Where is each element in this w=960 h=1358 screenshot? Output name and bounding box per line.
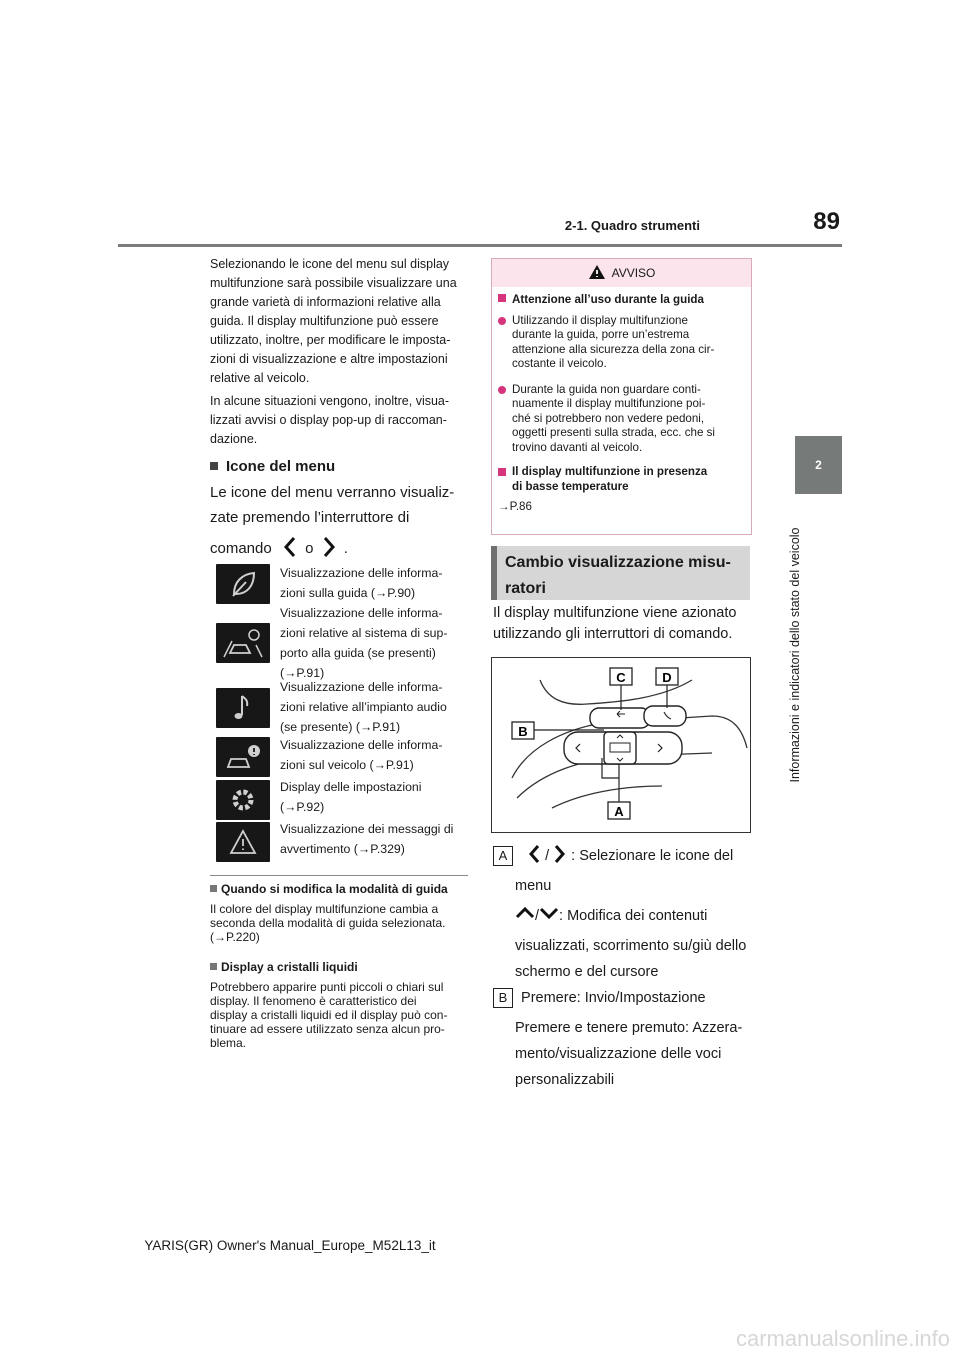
- text-fragment: : Modifica dei contenuti: [559, 908, 708, 924]
- text-line: (→P.92): [280, 800, 325, 814]
- callout-c: C: [616, 670, 626, 685]
- text-line: (→P.91): [280, 666, 325, 680]
- text-line: Utilizzando il display multifunzione: [512, 313, 688, 327]
- music-note-icon: [216, 688, 270, 728]
- text-line: (→P.220): [210, 930, 260, 944]
- text-line: lizzati avvisi o display pop-up di raccoman-: [210, 413, 447, 427]
- text-line: zioni sulla guida (→P.90): [280, 586, 416, 600]
- chevron-left-icon: [527, 844, 541, 864]
- chapter-side-title: [782, 520, 808, 790]
- text-line: zioni di visualizzazione e altre impostazioni: [210, 352, 448, 366]
- text-line: Visualizzazione delle informa-: [280, 606, 443, 620]
- text-line: display a cristalli liquidi ed il display può con-: [210, 1008, 448, 1022]
- text-line: Il display multifunzione in presenza: [512, 465, 708, 478]
- callout-d: D: [662, 670, 672, 685]
- chapter-side-title-text: Informazioni e indicatori dello stato del veicolo: [788, 527, 802, 783]
- text-line: Selezionando le icone del menu sul display: [210, 257, 450, 271]
- note-title-text: Quando si modifica la modalità di guida: [221, 882, 448, 896]
- chevron-left-icon: [282, 536, 298, 558]
- note-title: [210, 882, 470, 896]
- note-driving-mode: [210, 882, 470, 944]
- warning-bullet: [498, 314, 743, 372]
- section-title-line: Cambio visualizzazione misu-: [505, 554, 731, 571]
- chevron-right-icon: [321, 536, 337, 558]
- text-line: Display delle impostazioni: [280, 780, 422, 794]
- callout-b: B: [518, 724, 528, 739]
- text-line: Visualizzazione delle informa-: [280, 738, 443, 752]
- text-line: zioni relative al sistema di sup-: [280, 626, 448, 640]
- vehicle-info-icon: [216, 737, 270, 777]
- text-line: oggetti presenti sulla strada, ecc. che si: [512, 426, 715, 439]
- gear-icon: [216, 780, 270, 820]
- text-line: Durante la guida non guardare conti-: [512, 382, 701, 396]
- driving-assist-icon: [216, 623, 270, 663]
- intro-paragraph: [210, 255, 470, 449]
- steering-switch-figure: [491, 657, 751, 833]
- text-line: multifunzione sarà possibile visualizzare una: [210, 276, 457, 290]
- square-bullet-icon: [210, 963, 217, 970]
- text-line: visualizzati, scorrimento su/giù dello: [515, 938, 747, 954]
- item-a: [493, 843, 758, 985]
- section-title-line: ratori: [505, 580, 546, 597]
- text-line: personalizzabili: [515, 1072, 615, 1088]
- square-bullet-icon: [210, 462, 218, 470]
- divider: [210, 875, 468, 876]
- menu-description: [210, 480, 480, 561]
- icon-description: [280, 677, 465, 737]
- text-fragment: Premere: Invio/Impostazione: [521, 990, 706, 1006]
- text-line: blema.: [210, 1036, 247, 1050]
- text-fragment: : Selezionare le icone del: [571, 848, 734, 864]
- text-fragment: /: [545, 848, 550, 864]
- text-line: porto alla guida (se presenti): [280, 646, 436, 660]
- text-fragment: comando: [210, 540, 272, 557]
- note-lcd: [210, 960, 470, 1050]
- text-line: zioni sul veicolo (→P.91): [280, 758, 414, 772]
- warning-box: [491, 258, 752, 535]
- text-line: [210, 536, 480, 561]
- text-line: display. Il fenomeno è caratteristico dei: [210, 994, 417, 1008]
- text-line: schermo e del cursore: [515, 964, 659, 980]
- warning-triangle-icon: [216, 822, 270, 862]
- chapter-tab: 2: [795, 436, 842, 494]
- section-title-box: [491, 546, 750, 600]
- watermark: carmanualsonline.info: [735, 1326, 950, 1351]
- text-line: menu: [515, 878, 552, 894]
- square-bullet-icon: [498, 294, 506, 302]
- text-line: mento/visualizzazione delle voci: [515, 1046, 722, 1062]
- item-a-line: [493, 843, 758, 869]
- warning-title: AVVISO: [611, 266, 656, 280]
- text-line: durante la guida, porre un’estrema: [512, 328, 690, 341]
- text-line: Visualizzazione delle informa-: [280, 566, 443, 580]
- text-line: grande varietà di informazioni relative alla: [210, 295, 441, 309]
- text-line: Visualizzazione delle informa-: [280, 680, 443, 694]
- callout-a: A: [614, 804, 624, 819]
- label-b-box: B: [493, 988, 513, 1008]
- text-line: Visualizzazione dei messaggi di: [280, 822, 454, 836]
- text-line: seconda della modalità di guida selezionata.: [210, 916, 446, 930]
- footer-text: YARIS(GR) Owner's Manual_Europe_M52L13_it: [144, 1238, 436, 1253]
- square-bullet-icon: [210, 885, 217, 892]
- text-line: utilizzando gli interruttori di comando.: [493, 626, 733, 642]
- text-line: nuamente il display multifunzione poi-: [512, 397, 706, 410]
- text-line: guida. Il display multifunzione può essere: [210, 314, 439, 328]
- text-line: In alcune situazioni vengono, inoltre, visua-: [210, 394, 450, 408]
- note-title-text: Display a cristalli liquidi: [221, 960, 358, 974]
- text-line: di basse temperature: [512, 479, 629, 493]
- warning-subheading: [498, 465, 743, 494]
- bullet-icon: [498, 317, 506, 325]
- text-line: ché si potrebbero non vedere pedoni,: [512, 411, 705, 425]
- chevron-up-icon: [515, 906, 535, 920]
- icon-description: [280, 563, 465, 603]
- text-line: relative al veicolo.: [210, 371, 310, 385]
- text-line: Premere e tenere premuto: Azzera-: [515, 1020, 743, 1036]
- warning-subheading-text: Attenzione all’uso durante la guida: [512, 293, 704, 306]
- text-line: Il display multifunzione viene azionato: [493, 605, 737, 621]
- square-bullet-icon: [498, 468, 506, 476]
- icon-description: [280, 603, 465, 683]
- icon-description: [280, 819, 465, 859]
- menu-heading: [210, 454, 335, 479]
- text-line: attenzione alla sicurezza della zona cir-: [512, 342, 715, 356]
- text-line: dazione.: [210, 432, 258, 446]
- text-fragment: .: [343, 540, 348, 557]
- note-title: [210, 960, 470, 974]
- section-description: [493, 603, 758, 645]
- chevron-down-icon: [539, 906, 559, 920]
- text-line: zate premendo l’interruttore di: [210, 509, 410, 526]
- chevron-right-icon: [553, 844, 567, 864]
- label-a-box: A: [493, 846, 513, 866]
- icon-description: [280, 735, 465, 775]
- warning-subheading: [498, 293, 743, 308]
- text-line: avvertimento (→P.329): [280, 842, 405, 856]
- text-line: utilizzato, inoltre, per modificare le imposta-: [210, 333, 451, 347]
- text-line: (se presente) (→P.91): [280, 720, 401, 734]
- text-fragment: /: [535, 908, 540, 924]
- text-line: trovino davanti al veicolo.: [512, 440, 643, 454]
- section-header: 2-1. Quadro strumenti: [564, 218, 700, 233]
- item-b-line: [493, 985, 758, 1011]
- item-b: [493, 985, 758, 1093]
- text-line: Potrebbero apparire punti piccoli o chiari sul: [210, 980, 444, 994]
- text-line: costante il veicolo.: [512, 357, 607, 370]
- page-number: 89: [813, 208, 840, 235]
- leaf-icon: [216, 564, 270, 604]
- menu-heading-text: Icone del menu: [226, 458, 336, 475]
- header-rule: [118, 244, 842, 247]
- item-a-sub-line: [515, 903, 758, 929]
- warning-bullet: [498, 383, 743, 456]
- warning-reference: →P.86: [498, 500, 532, 513]
- text-line: tinuare ad essere utilizzato senza alcun pro-: [210, 1022, 445, 1036]
- steering-switch-illustration: [492, 658, 750, 832]
- bullet-icon: [498, 386, 506, 394]
- text-fragment: o: [305, 540, 314, 557]
- icon-description: [280, 777, 465, 817]
- warning-header: [492, 259, 751, 287]
- text-line: Le icone del menu verranno visualiz-: [210, 484, 455, 501]
- text-line: zioni relative all’impianto audio: [280, 700, 447, 714]
- text-line: Il colore del display multifunzione cambia a: [210, 902, 439, 916]
- warning-triangle-icon: [588, 264, 606, 280]
